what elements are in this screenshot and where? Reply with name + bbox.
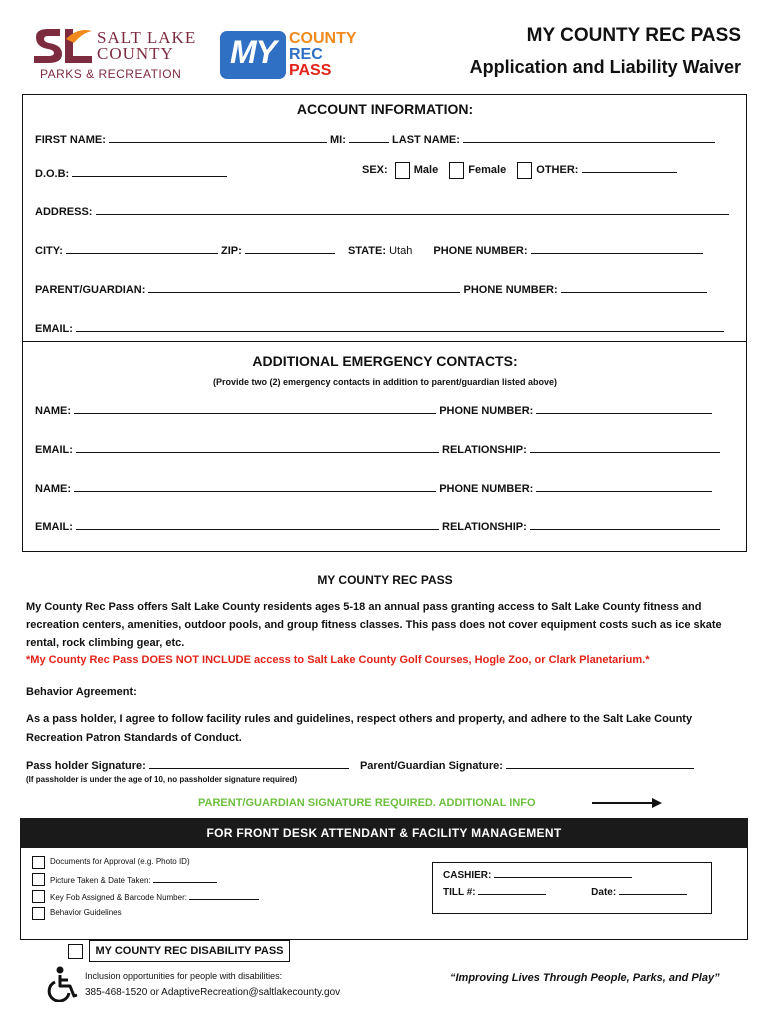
male-label: Male: [413, 164, 439, 176]
myrec-pass: PASS: [289, 62, 332, 79]
till-row: [443, 885, 687, 898]
behavior-guidelines-checkbox[interactable]: [32, 907, 45, 920]
cashier-row: [443, 868, 632, 881]
contact2-name-label: NAME:: [35, 483, 72, 495]
dob-row: [35, 165, 227, 180]
contact1-relationship-label: RELATIONSHIP:: [442, 444, 527, 456]
picture-field[interactable]: [153, 874, 217, 883]
dob-field[interactable]: [72, 165, 227, 177]
myrec-my: MY: [230, 34, 276, 70]
dob-label: D.O.B:: [35, 168, 70, 180]
last-name-label: LAST NAME:: [392, 134, 460, 146]
contact2-email-label: EMAIL:: [35, 521, 73, 533]
email-label: EMAIL:: [35, 323, 73, 335]
contact2-name-row: [35, 480, 712, 495]
behavior-guidelines-label: Behavior Guidelines: [50, 908, 122, 917]
emergency-heading: ADDITIONAL EMERGENCY CONTACTS:: [252, 353, 518, 369]
mi-field[interactable]: [349, 131, 389, 143]
contact1-name-row: [35, 402, 712, 417]
male-checkbox[interactable]: [395, 162, 410, 179]
front-desk-heading: FOR FRONT DESK ATTENDANT & FACILITY MANAGEMENT: [20, 818, 748, 848]
key-fob-label: Key Fob Assigned & Barcode Number:: [50, 893, 187, 902]
state-value: Utah: [389, 245, 413, 257]
sex-label: SEX:: [362, 164, 388, 176]
slco-parks-label: PARKS & RECREATION: [40, 67, 182, 81]
address-row: [35, 203, 729, 218]
behavior-text: As a pass holder, I agree to follow facility rules and guidelines, respect others and property, and adhere to the Salt Lake County Recreation Patron Standards of Conduct.: [26, 713, 693, 744]
other-field[interactable]: [582, 161, 677, 173]
exclusion-notice: *My County Rec Pass DOES NOT INCLUDE access to Salt Lake County Golf Courses, Hogle Zoo, or Clark Planetarium.*: [26, 654, 650, 666]
signature-note: (If passholder is under the age of 10, no passholder signature required): [26, 775, 298, 784]
zip-field[interactable]: [245, 242, 335, 254]
passholder-signature-field[interactable]: [149, 757, 349, 769]
myrec-county: COUNTY: [289, 30, 357, 47]
contact1-relationship-field[interactable]: [530, 441, 720, 453]
parent-phone-field[interactable]: [561, 281, 707, 293]
contact2-relationship-label: RELATIONSHIP:: [442, 521, 527, 533]
last-name-field[interactable]: [463, 131, 715, 143]
contact1-email-label: EMAIL:: [35, 444, 73, 456]
address-label: ADDRESS:: [35, 206, 93, 218]
key-fob-field[interactable]: [189, 891, 259, 900]
contact1-name-field[interactable]: [74, 402, 436, 414]
contact1-name-label: NAME:: [35, 405, 72, 417]
contact2-relationship-field[interactable]: [530, 518, 720, 530]
first-name-label: FIRST NAME:: [35, 134, 106, 146]
parent-required-notice: PARENT/GUARDIAN SIGNATURE REQUIRED. ADDITIONAL INFO: [198, 797, 536, 809]
city-field[interactable]: [66, 242, 218, 254]
parent-row: [35, 281, 707, 296]
passholder-signature-label: Pass holder Signature:: [26, 760, 146, 772]
contact-info[interactable]: 385-468-1520 or AdaptiveRecreation@saltlakecounty.gov: [85, 987, 341, 998]
arrow-right-icon: [592, 797, 664, 809]
date-field[interactable]: [619, 885, 687, 895]
parent-label: PARENT/GUARDIAN:: [35, 284, 146, 296]
myrec-rec: REC: [289, 46, 323, 63]
female-checkbox[interactable]: [449, 162, 464, 179]
mi-label: MI:: [330, 134, 346, 146]
phone-field[interactable]: [531, 242, 703, 254]
disability-pass-label: MY COUNTY REC DISABILITY PASS: [89, 940, 290, 962]
page-title: MY COUNTY REC PASS: [526, 25, 741, 46]
info-paragraph: My County Rec Pass offers Salt Lake County residents ages 5-18 an annual pass granting access to Salt Lake County fitness and recreation centers, amenities, outdoor pools, and group fitness classes. This pass does not cover equipment costs such as ice skate rental, rock climbing gear, etc.: [26, 601, 722, 649]
contact2-email-row: [35, 518, 720, 533]
contact1-email-field[interactable]: [76, 441, 439, 453]
disability-pass-checkbox[interactable]: [68, 944, 83, 959]
documents-checkbox[interactable]: [32, 856, 45, 869]
account-heading: ACCOUNT INFORMATION:: [296, 101, 474, 117]
contact2-phone-label: PHONE NUMBER:: [439, 483, 534, 495]
parent-signature-label: Parent/Guardian Signature:: [359, 760, 503, 772]
other-checkbox[interactable]: [517, 162, 532, 179]
sex-row: [362, 161, 677, 179]
wheelchair-icon: [45, 966, 79, 1002]
emergency-subheading: (Provide two (2) emergency contacts in addition to parent/guardian listed above): [212, 377, 558, 387]
other-label: OTHER:: [536, 164, 579, 176]
contact2-name-field[interactable]: [74, 480, 436, 492]
name-row: [35, 131, 715, 146]
documents-label: Documents for Approval (e.g. Photo ID): [50, 857, 190, 866]
key-fob-checkbox[interactable]: [32, 890, 45, 903]
contact2-email-field[interactable]: [76, 518, 439, 530]
slco-line2: COUNTY: [97, 44, 174, 63]
till-field[interactable]: [478, 885, 546, 895]
contact1-email-row: [35, 441, 720, 456]
signature-row: [26, 757, 694, 772]
slogan: “Improving Lives Through People, Parks, and Play”: [450, 972, 720, 984]
contact1-phone-field[interactable]: [536, 402, 712, 414]
contact2-phone-field[interactable]: [536, 480, 712, 492]
email-row: [35, 320, 724, 335]
slco-line1: SALT LAKE: [97, 28, 197, 47]
zip-label: ZIP:: [221, 245, 242, 257]
behavior-heading: Behavior Agreement:: [26, 686, 137, 698]
picture-checkbox[interactable]: [32, 873, 45, 886]
state-label: STATE:: [347, 245, 387, 257]
first-name-field[interactable]: [109, 131, 327, 143]
parent-signature-field[interactable]: [506, 757, 694, 769]
contact1-phone-label: PHONE NUMBER:: [439, 405, 534, 417]
inclusion-label: Inclusion opportunities for people with disabilities:: [85, 971, 283, 981]
city-row: [35, 242, 703, 257]
parent-field[interactable]: [148, 281, 460, 293]
parent-phone-label: PHONE NUMBER:: [463, 284, 558, 296]
cashier-field[interactable]: [494, 868, 632, 878]
cashier-label: CASHIER:: [443, 870, 492, 881]
page-subtitle: Application and Liability Waiver: [469, 57, 741, 77]
female-label: Female: [468, 164, 507, 176]
slco-monogram-icon: [32, 27, 94, 65]
section-divider: [22, 341, 747, 342]
till-label: TILL #:: [443, 887, 476, 898]
email-field[interactable]: [76, 320, 724, 332]
address-field[interactable]: [96, 203, 729, 215]
city-label: CITY:: [35, 245, 63, 257]
phone-label: PHONE NUMBER:: [433, 245, 528, 257]
info-heading: MY COUNTY REC PASS: [317, 573, 453, 587]
date-label: Date:: [591, 887, 617, 898]
picture-label: Picture Taken & Date Taken:: [50, 876, 151, 885]
